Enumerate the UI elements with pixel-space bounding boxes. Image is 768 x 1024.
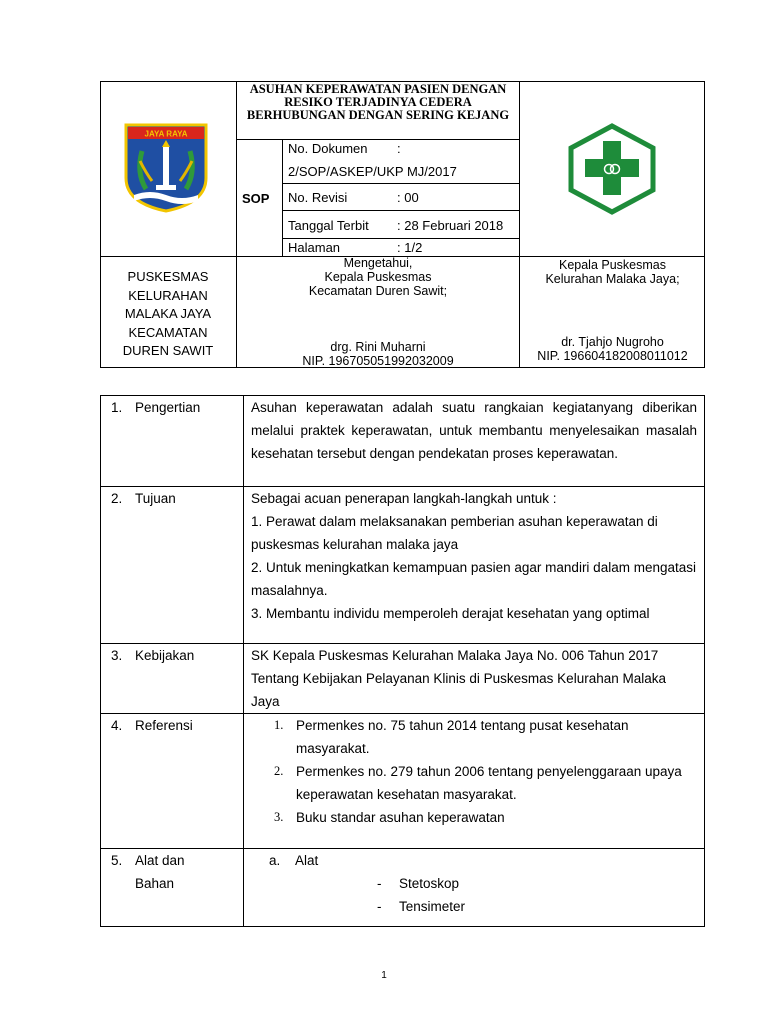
reference-number: 1. [274, 718, 284, 732]
doc-number-label: No. Dokumen [288, 141, 368, 156]
table-row [101, 487, 705, 644]
signature-block-kecamatan [237, 256, 519, 298]
row-label [101, 849, 244, 927]
header-row-rule-2 [282, 210, 519, 211]
tool-item [251, 872, 697, 895]
issue-date-value: : 28 Februari 2018 [397, 218, 504, 233]
organization-name [100, 268, 236, 361]
puskesmas-logo [565, 123, 659, 215]
signer-nip: NIP. 196705051992032009 [302, 354, 454, 368]
svg-text:JAYA RAYA: JAYA RAYA [144, 129, 188, 139]
signer-name: drg. Rini Muharni [330, 340, 426, 354]
purpose-item: 2. Untuk meningkatkan kemampuan pasien agar mandiri dalam mengatasi masalahnya. [251, 560, 696, 598]
table-row [101, 644, 705, 714]
document-title: ASUHAN KEPERAWATAN PASIEN DENGAN RESIKO TERJADINYA CEDERA BERHUBUNGAN DENGAN SERING KEJANG [246, 82, 510, 122]
signature-block-kelurahan [520, 258, 705, 286]
row-label [101, 487, 244, 644]
table-row [101, 849, 705, 927]
sign-title: Kepala Puskesmas [324, 270, 432, 284]
reference-cell [244, 714, 705, 849]
sign-unit: Kelurahan Malaka Jaya; [545, 272, 680, 286]
jaya-raya-logo [122, 123, 210, 213]
table-row [101, 714, 705, 849]
row-title: Alat dan [135, 853, 185, 868]
row-title: Pengertian [135, 400, 201, 415]
row-number: 3. [111, 648, 123, 663]
doc-number-colon: : [397, 141, 401, 156]
row-title: Tujuan [135, 491, 176, 506]
org-line: MALAKA JAYA [124, 306, 212, 321]
doc-number-value: 2/SOP/ASKEP/UKP MJ/2017 [288, 164, 457, 179]
purpose-item: 1. Perawat dalam melaksanakan pemberian asuhan keperawatan di puskesmas kelurahan malaka jaya [251, 514, 658, 552]
header-divider-1 [236, 81, 237, 368]
org-line: DUREN SAWIT [122, 343, 214, 358]
row-title: Referensi [135, 718, 193, 733]
signer-nip: NIP. 196604182008011012 [537, 349, 688, 363]
header-row-rule-1 [282, 183, 519, 184]
row-title-cont: Bahan [135, 876, 175, 891]
org-line: KELURAHAN [128, 287, 208, 303]
policy-text: SK Kepala Puskesmas Kelurahan Malaka Jaya No. 006 Tahun 2017 Tentang Kebijakan Pelayanan Klinis di Puskesmas Kelurahan Malaka Jaya [244, 644, 705, 714]
purpose-cell [244, 487, 705, 644]
reference-number: 2. [274, 764, 284, 778]
tools-subheading [251, 849, 697, 872]
bullet-dash: - [377, 899, 382, 914]
reference-item [251, 806, 697, 829]
purpose-intro: Sebagai acuan penerapan langkah-langkah untuk : [251, 491, 557, 506]
revision-value: : 00 [397, 190, 419, 205]
sign-unit: Kecamatan Duren Sawit; [308, 284, 448, 298]
row-label [101, 396, 244, 487]
signature-name-kelurahan [520, 335, 705, 363]
tool-item [251, 895, 697, 918]
row-label [101, 714, 244, 849]
sign-approval: Mengetahui, [343, 256, 413, 270]
row-number: 4. [111, 718, 123, 733]
tool-name: Tensimeter [399, 899, 466, 914]
issue-date-label: Tanggal Terbit [288, 218, 369, 233]
sub-label: Alat [295, 853, 319, 868]
table-row [101, 396, 705, 487]
tool-name: Stetoskop [399, 876, 460, 891]
purpose-item: 3. Membantu individu memperoleh derajat kesehatan yang optimal [251, 606, 650, 621]
sop-label: SOP [242, 191, 270, 206]
sub-letter: a. [269, 853, 281, 868]
reference-text: Permenkes no. 75 tahun 2014 tentang pusat kesehatan masyarakat. [296, 718, 629, 756]
sign-title: Kepala Puskesmas [558, 258, 666, 272]
row-title: Kebijakan [135, 648, 195, 663]
reference-number: 3. [274, 810, 284, 824]
header-divider-2 [519, 81, 520, 368]
reference-item [251, 714, 697, 760]
signer-name: dr. Tjahjo Nugroho [561, 335, 664, 349]
row-label [101, 644, 244, 714]
page-label: Halaman [288, 240, 341, 255]
row-number: 1. [111, 400, 123, 415]
header-row-rule-3 [282, 238, 519, 239]
page-number: 1 [381, 970, 387, 981]
header-title-rule [236, 139, 519, 140]
signature-name-kecamatan [237, 340, 519, 368]
reference-text: Permenkes no. 279 tahun 2006 tentang penyelenggaraan upaya keperawatan kesehatan masyarakat. [296, 764, 682, 802]
reference-item [251, 760, 697, 806]
tools-cell [244, 849, 705, 927]
sop-content-table [100, 395, 705, 927]
org-line: PUSKESMAS [127, 269, 209, 284]
bullet-dash: - [377, 876, 382, 891]
row-number: 5. [111, 853, 123, 868]
reference-text: Buku standar asuhan keperawatan [296, 810, 505, 825]
revision-label: No. Revisi [288, 190, 348, 205]
definition-text: Asuhan keperawatan adalah suatu rangkaian kegiatanyang diberikan melalui praktek keperawatan, untuk membantu menyelesaikan masalah kesehatan tersebut dengan pendekatan proses keperawatan. [244, 396, 705, 487]
page-value: : 1/2 [397, 240, 423, 255]
org-line: KECAMATAN [128, 324, 208, 340]
row-number: 2. [111, 491, 123, 506]
